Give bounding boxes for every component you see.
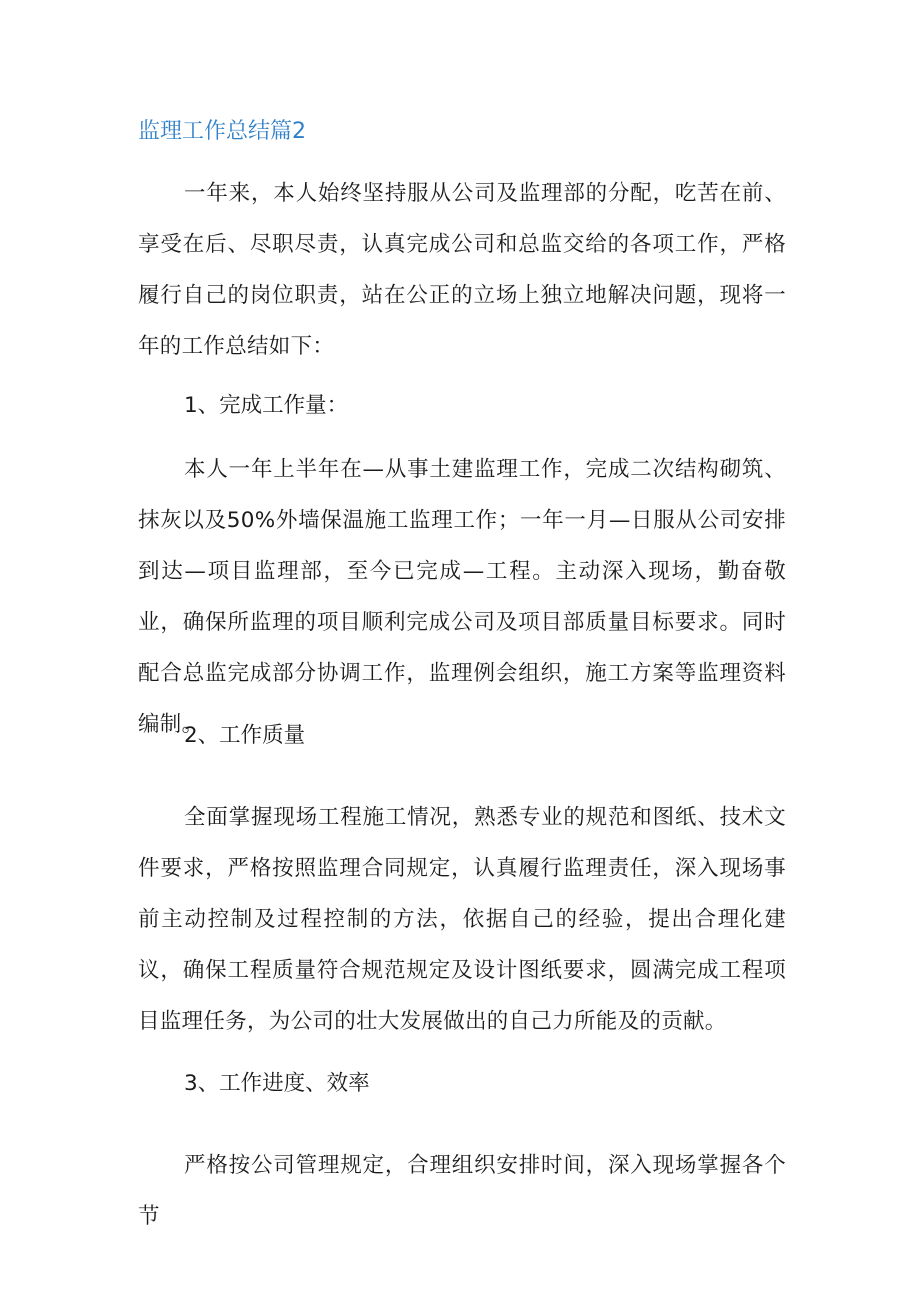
section-heading-progress: 3、工作进度、效率	[184, 1071, 370, 1096]
document-title: 监理工作总结篇2	[138, 119, 306, 144]
paragraph-workload: 本人一年上半年在—从事土建监理工作，完成二次结构砌筑、抹灰以及50%外墙保温施工监理工作；一年一月—日服从公司安排到达—项目监理部，至今已完成—工程。主动深入现场，勤奋敬业，确保所监理的项目顺利完成公司及项目部质量目标要求。同时配合总监完成部分协调工作，监理例会组织，施工方案等监理资料编制。	[138, 457, 786, 737]
paragraph-quality: 全面掌握现场工程施工情况，熟悉专业的规范和图纸、技术文件要求，严格按照监理合同规定，认真履行监理责任，深入现场事前主动控制及过程控制的方法，依据自己的经验，提出合理化建议，确保工程质量符合规范规定及设计图纸要求，圆满完成工程项目监理任务，为公司的壮大发展做出的自己力所能及的贡献。	[138, 805, 786, 1034]
section-heading-quality: 2、工作质量	[184, 723, 306, 748]
section-heading-workload: 1、完成工作量：	[184, 393, 349, 418]
paragraph-progress: 严格按公司管理规定，合理组织安排时间，深入现场掌握各个节	[138, 1153, 786, 1229]
paragraph-intro: 一年来，本人始终坚持服从公司及监理部的分配，吃苦在前、享受在后、尽职尽责，认真完成公司和总监交给的各项工作，严格履行自己的岗位职责，站在公正的立场上独立地解决问题，现将一年的工作总结如下：	[138, 181, 786, 359]
